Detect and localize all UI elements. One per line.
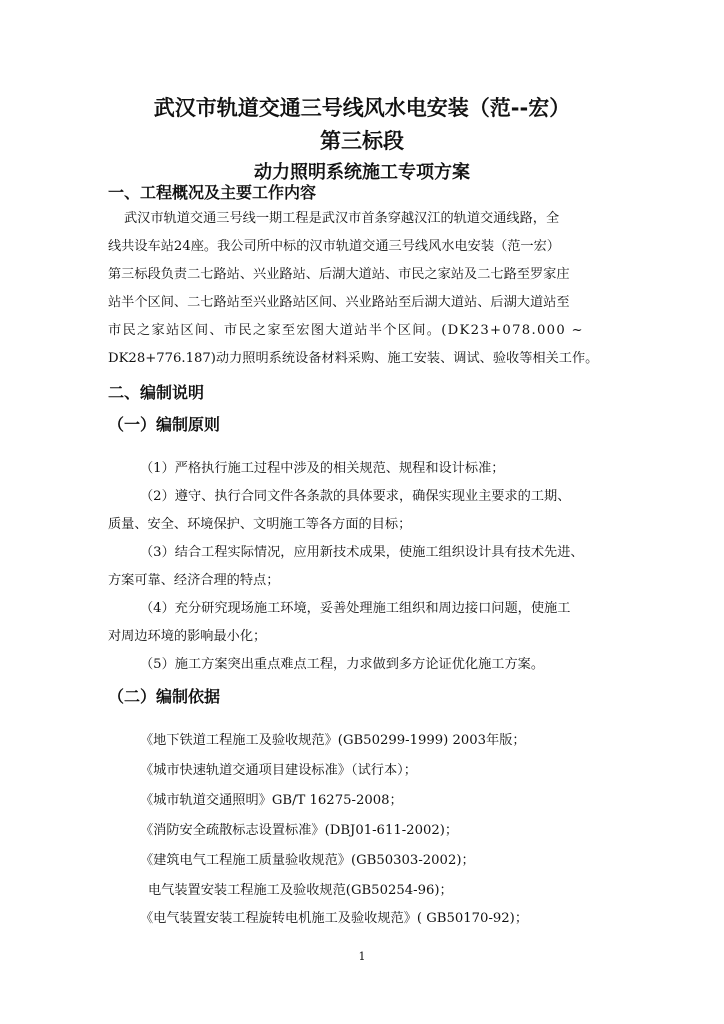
reference-line: 《城市轨道交通照明》GB/T 16275-2008； xyxy=(140,793,403,808)
reference-line: 《电气装置安装工程旋转电机施工及验收规范》( GB50170-92)； xyxy=(140,911,529,926)
principle-line: （2）遵守、执行合同文件各条款的具体要求，确保实现业主要求的工期、 xyxy=(140,489,571,504)
principle-line: （4）充分研究现场施工环境，妥善处理施工组织和周边接口问题，使施工 xyxy=(140,601,571,616)
document-topic: 动力照明系统施工专项方案 xyxy=(254,162,470,183)
reference-line: 《城市快速轨道交通项目建设标准》（试行本）； xyxy=(140,763,417,778)
section-1-line: 线共设车站24座。我公司所中标的汉市轨道交通三号线风水电安装（范一宏） xyxy=(108,239,560,254)
reference-line: 《建筑电气工程施工质量验收规范》(GB50303-2002)； xyxy=(140,853,475,868)
section-1-line: 市民之家站区间、市民之家至宏图大道站半个区间。(DK23+078.000 ~ xyxy=(108,323,584,338)
section-1-line: 站半个区间、二七路站至兴业路站区间、兴业路站至后湖大道站、后湖大道站至 xyxy=(108,295,570,310)
section-1-line: DK28+776.187)动力照明系统设备材料采购、施工安装、调试、验收等相关工作。 xyxy=(108,351,599,366)
page-number: 1 xyxy=(358,950,366,963)
section-2-1-heading: （一）编制原则 xyxy=(108,415,221,434)
principle-line: 对周边环境的影响最小化； xyxy=(108,629,267,644)
principle-line: （1）严格执行施工过程中涉及的相关规范、规程和设计标准； xyxy=(140,461,505,476)
principle-line: 方案可靠、经济合理的特点； xyxy=(108,573,280,588)
principle-line: （5）施工方案突出重点难点工程，力求做到多方论证优化施工方案。 xyxy=(140,657,545,672)
reference-line: 《消防安全疏散标志设置标准》(DBJ01-611-2002)； xyxy=(140,823,459,838)
reference-line: 《地下铁道工程施工及验收规范》(GB50299-1999) 2003年版； xyxy=(140,733,526,748)
section-1-line: 武汉市轨道交通三号线一期工程是武汉市首条穿越汉江的轨道交通线路，全 xyxy=(124,211,560,226)
principle-line: （3）结合工程实际情况，应用新技术成果，使施工组织设计具有技术先进、 xyxy=(140,545,584,560)
section-2-2-heading: （二）编制依据 xyxy=(108,687,221,706)
principle-line: 质量、安全、环境保护、文明施工等各方面的目标； xyxy=(108,517,412,532)
reference-line: 电气装置安装工程施工及验收规范(GB50254-96)； xyxy=(148,883,453,898)
document-title: 武汉市轨道交通三号线风水电安装（范--宏） xyxy=(153,96,571,120)
document-subtitle: 第三标段 xyxy=(320,129,404,153)
section-1-line: 第三标段负责二七路站、兴业路站、后湖大道站、市民之家站及二七路至罗家庄 xyxy=(108,267,570,282)
section-1-heading: 一、工程概况及主要工作内容 xyxy=(108,183,317,202)
section-2-heading: 二、编制说明 xyxy=(108,383,205,402)
